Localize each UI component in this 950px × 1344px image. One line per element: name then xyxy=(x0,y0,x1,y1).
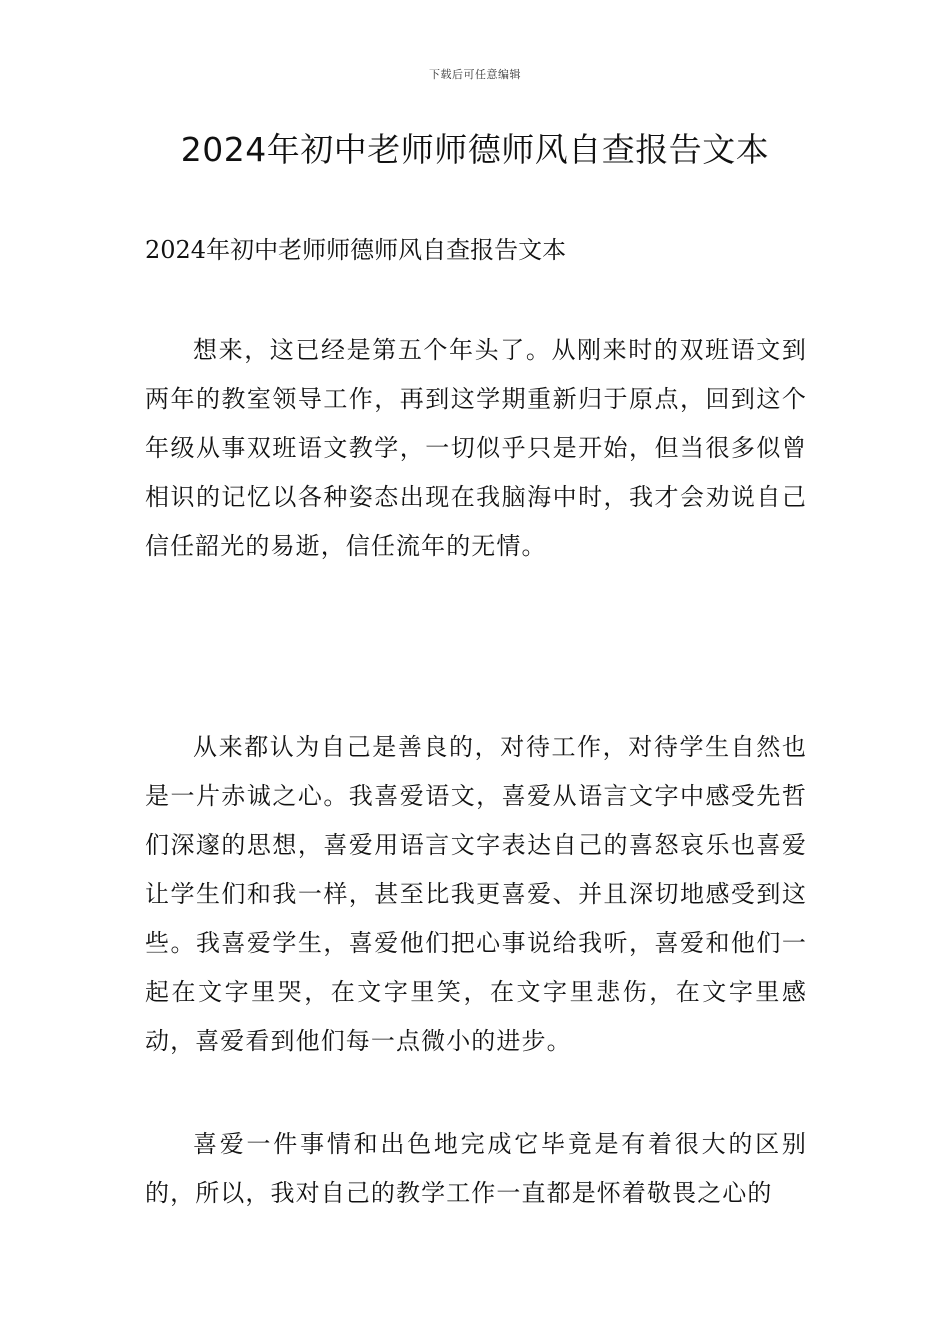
header-note: 下载后可任意编辑 xyxy=(429,68,521,81)
document-title: 2024年初中老师师德师风自查报告文本 xyxy=(180,130,770,169)
document-subtitle: 2024年初中老师师德师风自查报告文本 xyxy=(145,236,567,264)
body-paragraph-2: 从来都认为自己是善良的，对待工作，对待学生自然也是一片赤诚之心。我喜爱语文，喜爱从语言文字中感受先哲们深邃的思想，喜爱用语言文字表达自己的喜怒哀乐也喜爱让学生们和我一样，甚至比我更喜爱、并且深切地感受到这些。我喜爱学生，喜爱他们把心事说给我听，喜爱和他们一起在文字里哭，在文字里笑，在文字里悲伤，在文字里感动，喜爱看到他们每一点微小的进步。 xyxy=(145,733,807,1055)
body-paragraph-1: 想来，这已经是第五个年头了。从刚来时的双班语文到两年的教室领导工作，再到这学期重新归于原点，回到这个年级从事双班语文教学，一切似乎只是开始，但当很多似曾相识的记忆以各种姿态出现在我脑海中时，我才会劝说自己信任韶光的易逝，信任流年的无情。 xyxy=(145,336,807,560)
body-paragraph-3: 喜爱一件事情和出色地完成它毕竟是有着很大的区别的，所以，我对自己的教学工作一直都是怀着敬畏之心的 xyxy=(145,1130,807,1207)
